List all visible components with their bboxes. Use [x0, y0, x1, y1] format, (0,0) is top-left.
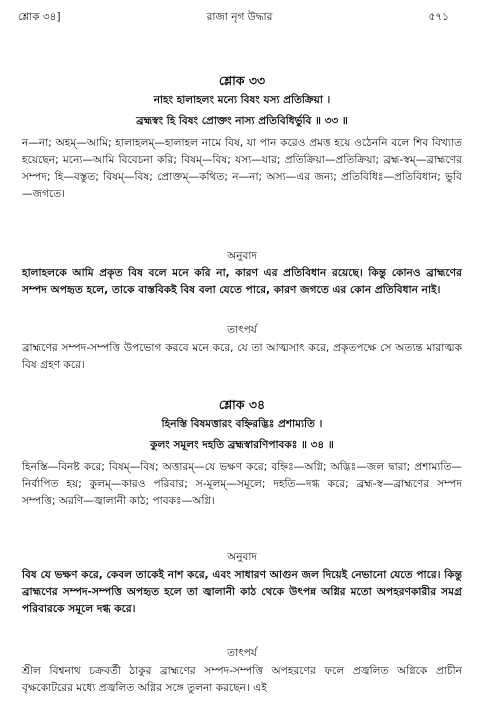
- header-chapter-title: রাজা নৃগ উদ্ধার: [206, 11, 273, 23]
- verse-33-purport: ব্রাহ্মণের সম্পদ-সম্পত্তি উপভোগ করবে মনে করে, যে তা আত্মসাৎ করে, প্রকৃতপক্ষে সে অত্যন্ত মারাত্মক বিষ গ্রহণ করে।: [22, 342, 462, 371]
- verse-34-purport-heading: তাৎপর্য: [227, 647, 257, 659]
- header-verse-ref: শ্লোক ৩৪]: [18, 11, 61, 23]
- verse-33-translation: হালাহলকে আমি প্রকৃত বিষ বলে মনে করি না, কারণ এর প্রতিবিধান রয়েছে। কিন্তু কোনও ব্রাহ্মণের সম্পদ অপহৃত হলে, তাকে বাস্তবিকই বিষ বলা যেতে পারে, কারণ জগতে এর কোন প্রতিবিধান নাই।: [22, 267, 462, 296]
- verse-34-line-2: কুলং সমূলং দহতি ব্রহ্মস্বারণিপাবকঃ ॥ ৩৪ ॥: [150, 439, 334, 451]
- verse-34-purport: শ্রীল বিশ্বনাথ চক্রবর্তী ঠাকুর ব্রাহ্মণের সম্পদ-সম্পত্তি অপহরণের ফলে প্রজ্বলিত অগ্নিকে প্রাচীন বৃক্ষকোটরের মধ্যে প্রজ্বলিত অগ্নির সঙ্গে তুলনা করছেন। এই: [22, 665, 462, 694]
- verse-34-synonyms: হিনস্তি—বিনষ্ট করে; বিষম্—বিষ; অত্তারম্—যে ভক্ষণ করে; বহ্নিঃ—অগ্নি; অদ্ভিঃ—জল দ্বারা; প্রশাম্যতি—নির্বাপিত হয়; কুলম্—কারও পরিবার; স-মূলম্—সমূলে; দহতি—দগ্ধ করে; ব্রহ্ম-স্ব—ব্রাহ্মণের সম্পদ সম্পত্তি; অরণি—জ্বালানী কাঠ; পাবকঃ—অগ্নি।: [22, 461, 462, 507]
- verse-34-line-1: হিনস্তি বিষমত্তারং বহ্নিরদ্ভিঃ প্রশাম্যতি ।: [161, 418, 323, 430]
- verse-34-heading: শ্লোক ৩৪: [218, 397, 266, 412]
- verse-33-heading: শ্লোক ৩৩: [218, 73, 266, 88]
- header-page-number: ৫৭১: [428, 11, 449, 23]
- verse-33-purport-heading: তাৎপর্য: [227, 324, 257, 336]
- running-header: [0, 10, 479, 26]
- verse-34-translation-heading: অনুবাদ: [227, 551, 257, 563]
- verse-33-line-1: নাহং হালাহলং মন্যে বিষং যস্য প্রতিক্রিয়া ।: [153, 94, 331, 106]
- verse-33-line-2: ব্রহ্মস্বং হি বিষং প্রোক্তং নাস্য প্রতিবিধির্ভুবি ॥ ৩৩ ॥: [136, 115, 348, 127]
- verse-33-synonyms: ন—না; অহম্—আমি; হালাহলম্—হালাহল নামে বিষ, যা পান করেও প্রমত্ত হয়ে ওঠেননি বলে শিব বিখ্যাত হয়েছেন; মন্যে—আমি বিবেচনা করি; বিষম্—বিষ; যস্য—যার; প্রতিক্রিয়া—প্রতিক্রিয়া; ব্রহ্ম-স্বম্—ব্রাহ্মণের সম্পদ; হি—বস্তুত; বিষম্—বিষ; প্রোক্তম্—কথিত; ন—না; অস্য—এর জন্য; প্রতিবিধিঃ—প্রতিবিধান; ভুবি—জগতে।: [22, 137, 462, 200]
- verse-34-translation: বিষ যে ভক্ষণ করে, কেবল তাকেই নাশ করে, এবং সাধারণ আগুন জল দিয়েই নেভানো যেতে পারে। কিন্তু ব্রাহ্মণের সম্পদ-সম্পত্তি অপহৃত হলে তা জ্বালানী কাঠ থেকে উৎপন্ন অগ্নির মতো অপহরণকারীর সমগ্র পরিবারকে সমূলে দগ্ধ করে।: [22, 569, 462, 615]
- verse-33-translation-heading: অনুবাদ: [227, 250, 257, 262]
